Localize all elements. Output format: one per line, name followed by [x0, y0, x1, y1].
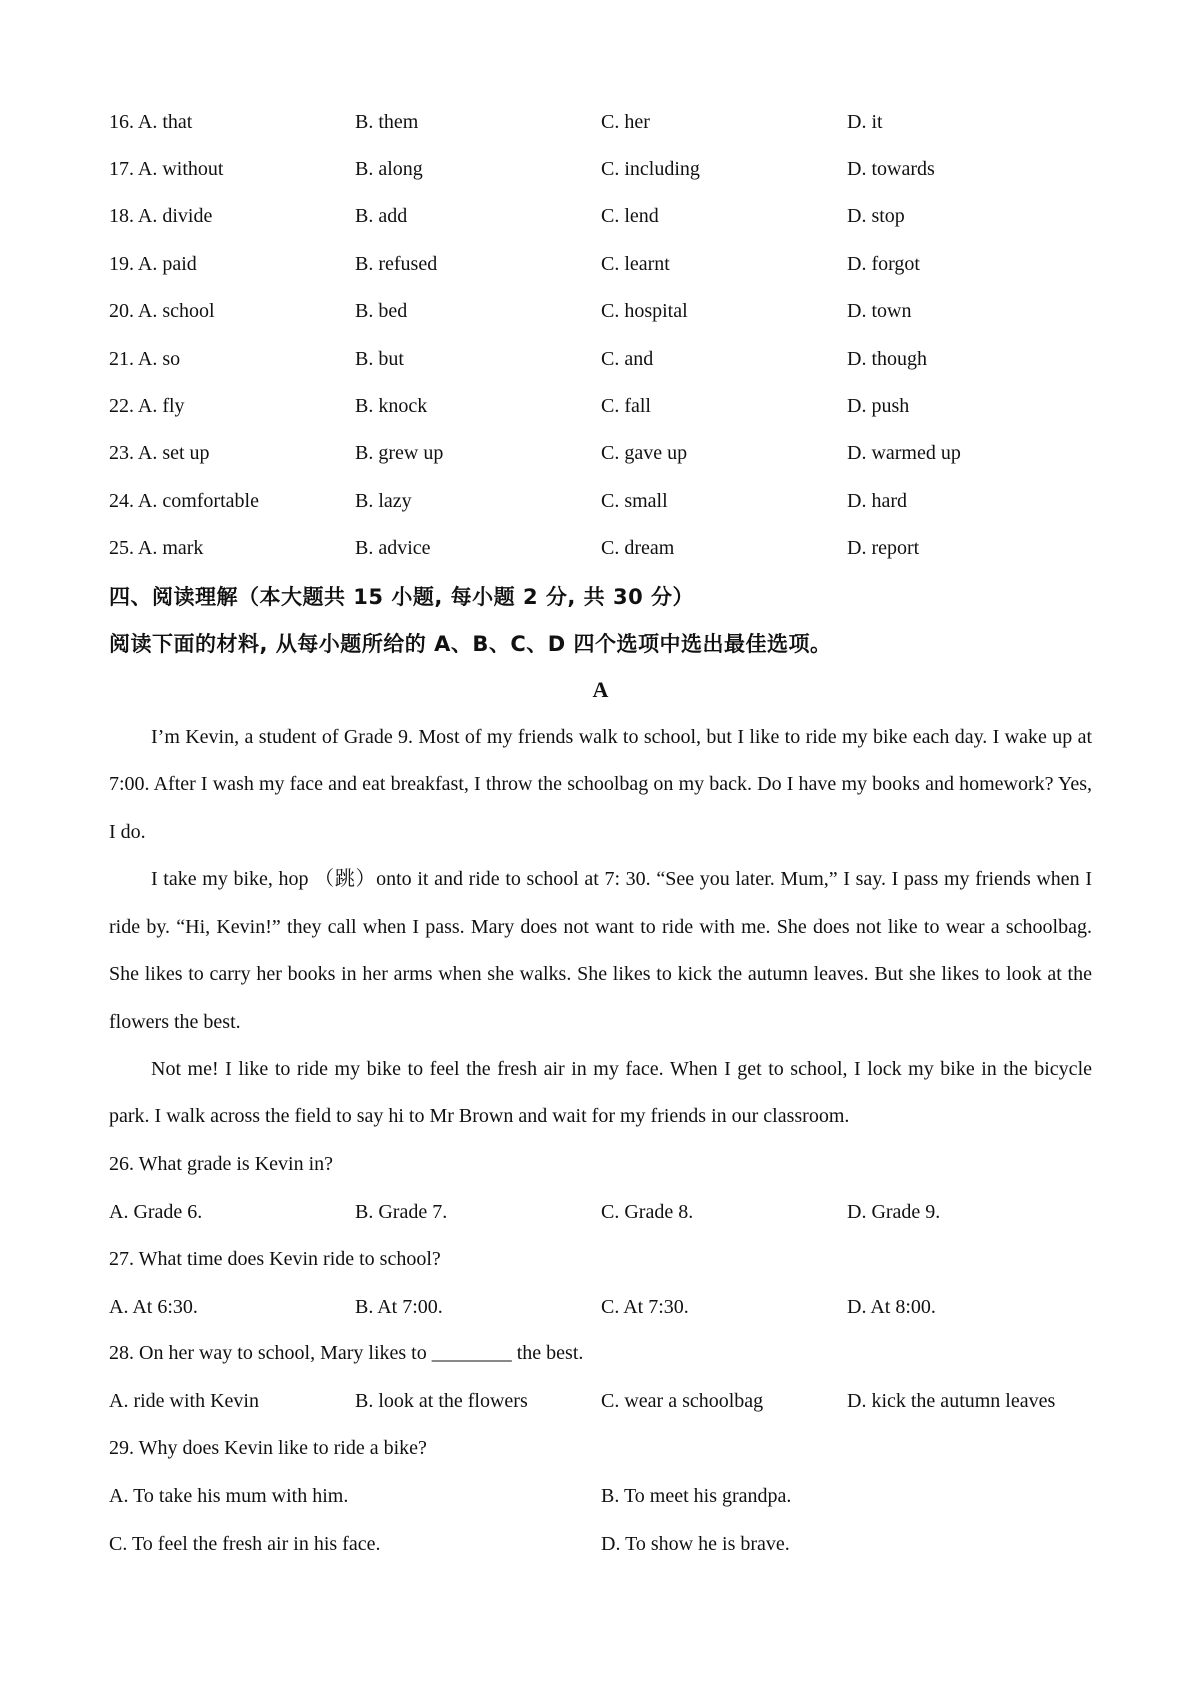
option-a: 25. A. mark	[109, 537, 204, 560]
option-a: A. To take his mum with him.	[109, 1485, 349, 1508]
option-c: C. wear a schoolbag	[601, 1390, 764, 1413]
option-b: B. knock	[355, 395, 428, 418]
option-d: D. forgot	[847, 252, 920, 275]
option-b: B. them	[355, 110, 419, 133]
passage-paragraph: I take my bike, hop （跳）onto it and ride to school at 7: 30. “See you later. Mum,” I say. I pass my friends when I ride by. “Hi, Kevin!” they call when I pass. Mary does not want to ride with me. She does not like to wear a schoolbag. She likes to carry her books in her arms when she walks. She likes to kick the autumn leaves. But she likes to look at the flowers the best.	[109, 868, 1092, 1033]
option-b: B. along	[355, 158, 423, 181]
option-row-16	[109, 98, 1092, 145]
option-d: D. stop	[847, 205, 905, 228]
option-c: C. To feel the fresh air in his face.	[109, 1532, 381, 1555]
option-row-18	[109, 193, 1092, 240]
option-a: 23. A. set up	[109, 442, 210, 465]
question-stem: 28. On her way to school, Mary likes to ________ the best.	[109, 1342, 584, 1365]
option-c: C. her	[601, 110, 650, 133]
option-a: 19. A. paid	[109, 252, 197, 275]
option-a: 22. A. fly	[109, 395, 185, 418]
option-d: D. warmed up	[847, 442, 961, 465]
option-a: 18. A. divide	[109, 205, 213, 228]
question-options	[109, 1378, 1092, 1425]
option-c: C. lend	[601, 205, 659, 228]
option-c: C. At 7:30.	[601, 1295, 689, 1318]
option-b: B. advice	[355, 537, 431, 560]
option-a: A. At 6:30.	[109, 1295, 198, 1318]
option-a: 17. A. without	[109, 158, 224, 181]
option-d: D. towards	[847, 158, 935, 181]
option-d: D. town	[847, 300, 912, 323]
option-b: B. grew up	[355, 442, 444, 465]
question-options	[109, 1188, 1092, 1235]
option-b: B. add	[355, 205, 408, 228]
option-c: C. fall	[601, 395, 651, 418]
option-b: B. but	[355, 347, 404, 370]
option-d: D. At 8:00.	[847, 1295, 936, 1318]
option-d: D. kick the autumn leaves	[847, 1390, 1056, 1413]
option-b: B. lazy	[355, 489, 412, 512]
option-b: B. refused	[355, 252, 438, 275]
passage-paragraph: Not me! I like to ride my bike to feel the fresh air in my face. When I get to school, I lock my bike in the bicycle park. I walk across the field to say hi to Mr Brown and wait for my friends in our classroom.	[109, 1057, 1092, 1128]
question-stem: 29. Why does Kevin like to ride a bike?	[109, 1437, 427, 1460]
option-c: C. including	[601, 158, 700, 181]
option-row-22	[109, 382, 1092, 429]
option-b: B. Grade 7.	[355, 1200, 448, 1223]
option-row-17	[109, 145, 1092, 192]
questions	[109, 1141, 1092, 1568]
reading-passage	[109, 714, 1092, 1141]
option-d: D. hard	[847, 489, 907, 512]
question-options	[109, 1520, 1092, 1567]
option-a: 20. A. school	[109, 300, 215, 323]
option-c: C. and	[601, 347, 654, 370]
question-options	[109, 1283, 1092, 1330]
option-d: D. report	[847, 537, 920, 560]
cloze-options	[109, 98, 1092, 572]
option-c: C. hospital	[601, 300, 688, 323]
section-heading: 四、阅读理解（本大题共 15 小题, 每小题 2 分, 共 30 分）	[109, 584, 695, 609]
question-stem: 26. What grade is Kevin in?	[109, 1152, 334, 1175]
question-stem: 27. What time does Kevin ride to school?	[109, 1247, 441, 1270]
option-c: C. small	[601, 489, 668, 512]
option-row-21	[109, 335, 1092, 382]
option-row-19	[109, 240, 1092, 287]
option-a: A. ride with Kevin	[109, 1390, 259, 1413]
option-b: B. look at the flowers	[355, 1390, 528, 1413]
option-c: C. Grade 8.	[601, 1200, 694, 1223]
option-c: C. dream	[601, 537, 675, 560]
option-b: B. To meet his grandpa.	[601, 1485, 792, 1508]
option-a: 21. A. so	[109, 347, 181, 370]
option-d: D. though	[847, 347, 927, 370]
passage-paragraph: I’m Kevin, a student of Grade 9. Most of my friends walk to school, but I like to ride my bike each day. I wake up at 7:00. After I wash my face and eat breakfast, I throw the schoolbag on my back. Do I have my books and homework? Yes, I do.	[109, 726, 1092, 843]
option-a: A. Grade 6.	[109, 1200, 203, 1223]
option-d: D. Grade 9.	[847, 1200, 941, 1223]
option-row-24	[109, 477, 1092, 524]
option-d: D. it	[847, 110, 883, 133]
option-d: D. push	[847, 395, 910, 418]
option-b: B. bed	[355, 300, 408, 323]
question-options	[109, 1472, 1092, 1519]
option-c: C. gave up	[601, 442, 688, 465]
option-row-20	[109, 288, 1092, 335]
section-instruction: 阅读下面的材料, 从每小题所给的 A、B、C、D 四个选项中选出最佳选项。	[109, 631, 832, 656]
option-row-23	[109, 430, 1092, 477]
option-row-25	[109, 525, 1092, 572]
option-d: D. To show he is brave.	[601, 1532, 790, 1555]
passage-label: A	[592, 677, 609, 703]
option-b: B. At 7:00.	[355, 1295, 443, 1318]
option-c: C. learnt	[601, 252, 670, 275]
option-a: 24. A. comfortable	[109, 489, 259, 512]
option-a: 16. A. that	[109, 110, 193, 133]
